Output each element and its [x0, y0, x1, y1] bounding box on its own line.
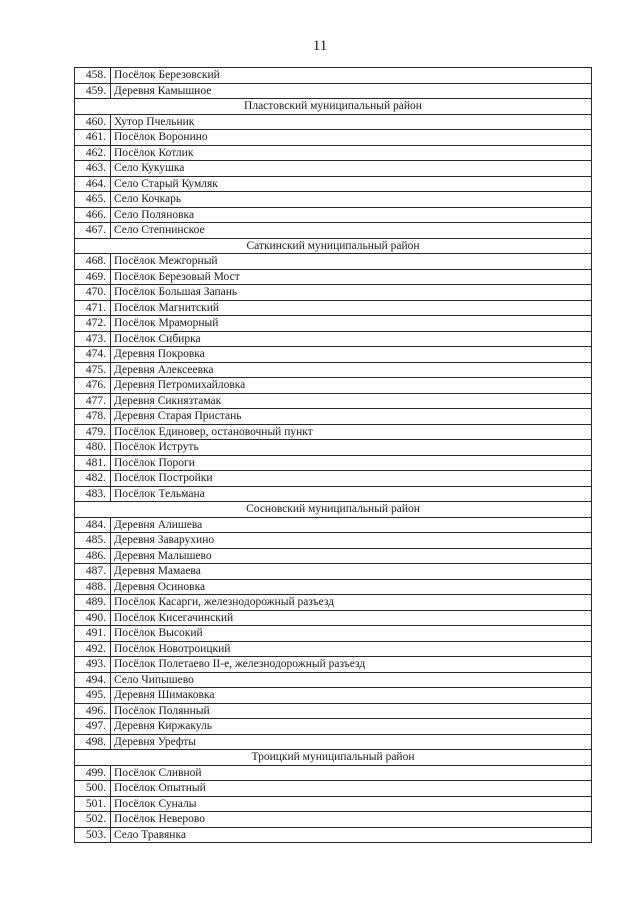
row-number: 480.: [75, 440, 111, 456]
row-number: 485.: [75, 533, 111, 549]
settlement-name: Деревня Урефты: [111, 734, 592, 750]
row-number: 474.: [75, 347, 111, 363]
row-number: 470.: [75, 285, 111, 301]
settlement-name: Деревня Алексеевка: [111, 362, 592, 378]
row-number: 462.: [75, 145, 111, 161]
table-row: [75, 424, 592, 440]
settlement-name: Деревня Мамаева: [111, 564, 592, 580]
table-row: [75, 223, 592, 239]
settlement-name: Деревня Сикиязтамак: [111, 393, 592, 409]
table-row: [75, 672, 592, 688]
table-row: [75, 486, 592, 502]
row-number: 467.: [75, 223, 111, 239]
row-number: 476.: [75, 378, 111, 394]
settlement-name: Деревня Осиновка: [111, 579, 592, 595]
settlement-name: Хутор Пчельник: [111, 114, 592, 130]
settlement-name: Посёлок Высокий: [111, 626, 592, 642]
row-number: 471.: [75, 300, 111, 316]
row-number: 463.: [75, 161, 111, 177]
district-header-row: [75, 750, 592, 766]
table-row: [75, 657, 592, 673]
table-row: [75, 579, 592, 595]
row-number: 491.: [75, 626, 111, 642]
row-number: 492.: [75, 641, 111, 657]
row-number: 501.: [75, 796, 111, 812]
settlement-name: Посёлок Иструть: [111, 440, 592, 456]
row-number: 482.: [75, 471, 111, 487]
settlement-name: Посёлок Новотроицкий: [111, 641, 592, 657]
table-row: [75, 161, 592, 177]
row-number: 473.: [75, 331, 111, 347]
table-row: [75, 610, 592, 626]
settlement-name: Село Кукушка: [111, 161, 592, 177]
settlement-name: Деревня Камышное: [111, 83, 592, 99]
settlement-name: Деревня Киржакуль: [111, 719, 592, 735]
settlement-name: Посёлок Пороги: [111, 455, 592, 471]
table-row: [75, 409, 592, 425]
row-number: 458.: [75, 68, 111, 84]
settlement-name: Посёлок Единовер, остановочный пункт: [111, 424, 592, 440]
table-row: [75, 83, 592, 99]
settlement-name: Посёлок Полетаево II-е, железнодорожный разъезд: [111, 657, 592, 673]
row-number: 472.: [75, 316, 111, 332]
table-row: [75, 734, 592, 750]
settlement-name: Село Кочкарь: [111, 192, 592, 208]
settlement-name: Посёлок Постройки: [111, 471, 592, 487]
settlement-name: Посёлок Межгорный: [111, 254, 592, 270]
row-number: 460.: [75, 114, 111, 130]
district-header-row: [75, 502, 592, 518]
table-row: [75, 68, 592, 84]
table-row: [75, 192, 592, 208]
district-header-row: [75, 99, 592, 115]
settlement-name: Деревня Шимаковка: [111, 688, 592, 704]
table-row: [75, 393, 592, 409]
table-row: [75, 796, 592, 812]
table-row: [75, 331, 592, 347]
table-row: [75, 719, 592, 735]
table-row: [75, 114, 592, 130]
table-row: [75, 548, 592, 564]
settlement-name: Посёлок Касарги, железнодорожный разъезд: [111, 595, 592, 611]
table-row: [75, 626, 592, 642]
row-number: 469.: [75, 269, 111, 285]
row-number: 495.: [75, 688, 111, 704]
row-number: 488.: [75, 579, 111, 595]
settlement-name: Посёлок Сливной: [111, 765, 592, 781]
row-number: 468.: [75, 254, 111, 270]
row-number: 498.: [75, 734, 111, 750]
table-row: [75, 285, 592, 301]
district-header-row: [75, 238, 592, 254]
row-number: 475.: [75, 362, 111, 378]
settlement-name: Деревня Петромихайловка: [111, 378, 592, 394]
settlement-name: Деревня Покровка: [111, 347, 592, 363]
table-row: [75, 781, 592, 797]
table-row: [75, 688, 592, 704]
district-name: Пластовский муниципальный район: [75, 99, 592, 115]
row-number: 461.: [75, 130, 111, 146]
table-row: [75, 455, 592, 471]
table-row: [75, 269, 592, 285]
settlement-name: Деревня Старая Пристань: [111, 409, 592, 425]
table-row: [75, 827, 592, 843]
row-number: 497.: [75, 719, 111, 735]
district-name: Саткинский муниципальный район: [75, 238, 592, 254]
table-row: [75, 533, 592, 549]
settlement-name: Деревня Алишева: [111, 517, 592, 533]
row-number: 478.: [75, 409, 111, 425]
table-row: [75, 471, 592, 487]
settlements-table-container: [74, 67, 592, 843]
settlement-name: Деревня Малышево: [111, 548, 592, 564]
table-row: [75, 347, 592, 363]
row-number: 487.: [75, 564, 111, 580]
settlement-name: Посёлок Котлик: [111, 145, 592, 161]
row-number: 481.: [75, 455, 111, 471]
row-number: 496.: [75, 703, 111, 719]
row-number: 459.: [75, 83, 111, 99]
settlement-name: Посёлок Березовский: [111, 68, 592, 84]
settlement-name: Посёлок Мраморный: [111, 316, 592, 332]
row-number: 503.: [75, 827, 111, 843]
table-row: [75, 176, 592, 192]
table-row: [75, 316, 592, 332]
table-row: [75, 362, 592, 378]
row-number: 499.: [75, 765, 111, 781]
table-row: [75, 440, 592, 456]
row-number: 494.: [75, 672, 111, 688]
table-row: [75, 564, 592, 580]
district-name: Троицкий муниципальный район: [75, 750, 592, 766]
row-number: 493.: [75, 657, 111, 673]
row-number: 489.: [75, 595, 111, 611]
row-number: 479.: [75, 424, 111, 440]
row-number: 500.: [75, 781, 111, 797]
table-row: [75, 145, 592, 161]
settlement-name: Посёлок Кисегачинский: [111, 610, 592, 626]
table-row: [75, 300, 592, 316]
table-row: [75, 703, 592, 719]
settlement-name: Посёлок Суналы: [111, 796, 592, 812]
settlements-table-body: [75, 68, 592, 843]
settlement-name: Село Травянка: [111, 827, 592, 843]
page-number: 11: [312, 38, 328, 54]
row-number: 465.: [75, 192, 111, 208]
table-row: [75, 641, 592, 657]
table-row: [75, 254, 592, 270]
row-number: 486.: [75, 548, 111, 564]
row-number: 484.: [75, 517, 111, 533]
row-number: 477.: [75, 393, 111, 409]
settlement-name: Посёлок Сибирка: [111, 331, 592, 347]
settlement-name: Село Старый Кумляк: [111, 176, 592, 192]
row-number: 464.: [75, 176, 111, 192]
row-number: 483.: [75, 486, 111, 502]
table-row: [75, 207, 592, 223]
settlement-name: Посёлок Опытный: [111, 781, 592, 797]
settlement-name: Посёлок Березовый Мост: [111, 269, 592, 285]
settlement-name: Посёлок Воронино: [111, 130, 592, 146]
settlement-name: Село Чипышево: [111, 672, 592, 688]
settlements-table: [74, 67, 592, 843]
settlement-name: Деревня Заварухино: [111, 533, 592, 549]
table-row: [75, 130, 592, 146]
settlement-name: Посёлок Полянный: [111, 703, 592, 719]
settlement-name: Посёлок Большая Запань: [111, 285, 592, 301]
settlement-name: Посёлок Магнитский: [111, 300, 592, 316]
row-number: 502.: [75, 812, 111, 828]
table-row: [75, 765, 592, 781]
table-row: [75, 595, 592, 611]
settlement-name: Село Степнинское: [111, 223, 592, 239]
table-row: [75, 378, 592, 394]
table-row: [75, 517, 592, 533]
row-number: 466.: [75, 207, 111, 223]
settlement-name: Посёлок Неверово: [111, 812, 592, 828]
row-number: 490.: [75, 610, 111, 626]
settlement-name: Посёлок Тельмана: [111, 486, 592, 502]
table-row: [75, 812, 592, 828]
settlement-name: Село Поляновка: [111, 207, 592, 223]
district-name: Сосновский муниципальный район: [75, 502, 592, 518]
